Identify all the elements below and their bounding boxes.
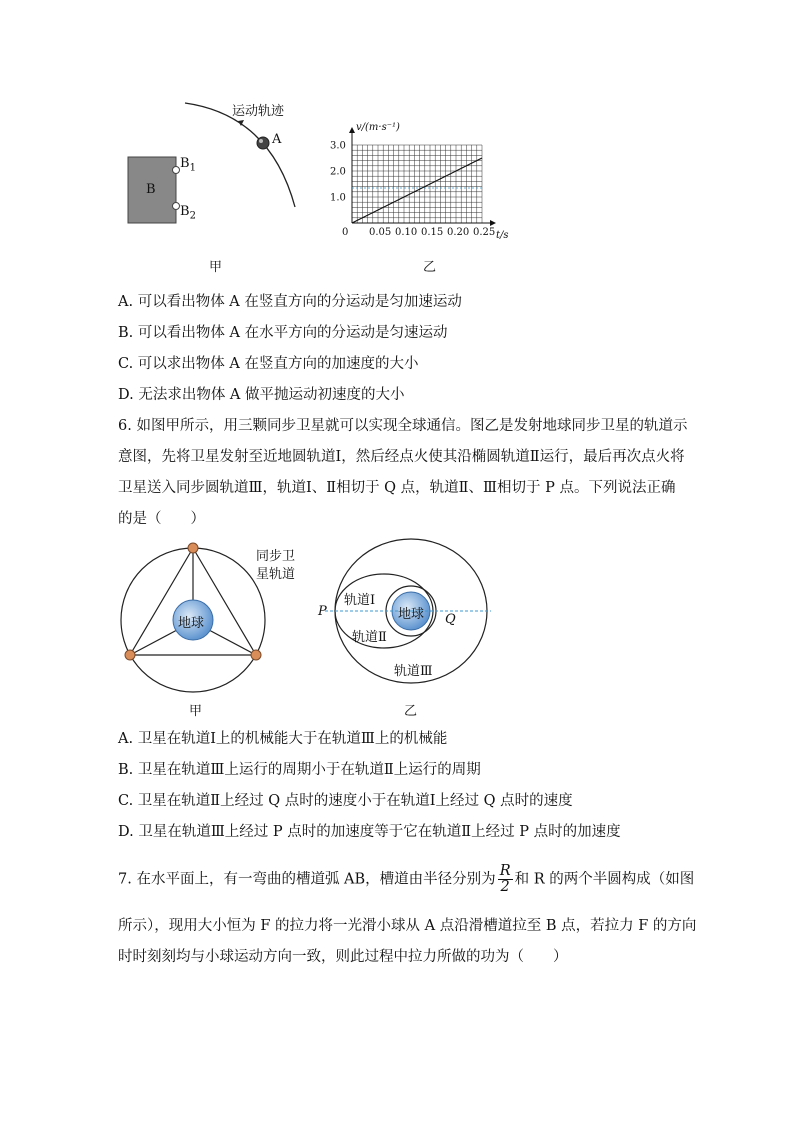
- x-tick-label: 0.15: [421, 227, 444, 238]
- figure-5-jia-caption: 甲: [209, 260, 223, 275]
- q7-line-3: 时时刻刻均与小球运动方向一致，则此过程中拉力所做的功为（ ）: [118, 949, 568, 965]
- x-tick-label: 0.10: [395, 227, 418, 238]
- r-over-2-fraction: $\frac{R}{2}$: [499, 863, 511, 895]
- q5-option-a: A. 可以看出物体 A 在竖直方向的分运动是匀加速运动: [118, 294, 462, 310]
- trajectory-diagram: [120, 95, 320, 235]
- q6-stem-line-2: 意图，先将卫星发射至近地圆轨道Ⅰ，然后经点火使其沿椭圆轨道Ⅱ运行，最后再次点火将: [118, 449, 685, 465]
- origin-label: 0: [342, 227, 349, 238]
- ball-a: [257, 137, 269, 149]
- satellite-left: [125, 650, 135, 660]
- q5-option-d: D. 无法求出物体 A 做平抛运动初速度的大小: [118, 387, 405, 403]
- chart-grid: [349, 127, 496, 226]
- b2-label: $B_2$: [180, 204, 196, 222]
- q7-line-2: 所示），现用大小恒为 F 的拉力将一光滑小球从 A 点沿滑槽道拉至 B 点，若拉力 F 的方向: [118, 918, 697, 934]
- orbit-2-label: 轨道Ⅱ: [352, 630, 387, 645]
- y-tick-label: 1.0: [330, 192, 346, 204]
- b1-label: $B_1$: [180, 156, 196, 174]
- earth-label-2: 地球: [398, 607, 425, 622]
- figure-6-jia-caption: 甲: [189, 704, 203, 719]
- x-axis-label: t/s: [496, 230, 509, 241]
- q5-option-c: C. 可以求出物体 A 在竖直方向的加速度的大小: [118, 356, 419, 372]
- x-tick-label: 0.20: [447, 227, 470, 238]
- point-a-label: A: [272, 132, 282, 147]
- q6-option-a: A. 卫星在轨道Ⅰ上的机械能大于在轨道Ⅲ上的机械能: [118, 731, 448, 747]
- vt-chart: [330, 115, 520, 245]
- q6-option-d: D. 卫星在轨道Ⅲ上经过 P 点时的加速度等于它在轨道Ⅱ上经过 P 点时的加速度: [118, 824, 621, 840]
- y-axis-label: v/(m·s⁻¹): [356, 122, 400, 133]
- point-p-label: P: [318, 604, 327, 619]
- trajectory-label: 运动轨迹: [232, 104, 285, 119]
- q6-stem-line-4: 的是（ ）: [118, 511, 205, 527]
- x-tick-label: 0.25: [473, 227, 496, 238]
- satellite-right: [251, 650, 261, 660]
- y-tick-label: 2.0: [330, 166, 346, 178]
- q6-stem-line-3: 卫星送入同步圆轨道Ⅲ，轨道Ⅰ、Ⅱ相切于 Q 点，轨道Ⅱ、Ⅲ相切于 P 点。下列说法正确: [118, 480, 676, 496]
- hole-b2: [173, 203, 180, 210]
- q6-option-b: B. 卫星在轨道Ⅲ上运行的周期小于在轨道Ⅱ上运行的周期: [118, 762, 481, 778]
- satellite-top: [188, 543, 198, 553]
- series-line: [352, 158, 482, 223]
- q6-option-c: C. 卫星在轨道Ⅱ上经过 Q 点时的速度小于在轨道Ⅰ上经过 Q 点时的速度: [118, 793, 573, 809]
- hole-b1: [173, 167, 180, 174]
- orbit-3-label: 轨道Ⅲ: [394, 664, 433, 679]
- sync-orbit-label-1: 同步卫: [256, 549, 296, 564]
- q5-option-b: B. 可以看出物体 A 在水平方向的分运动是匀速运动: [118, 325, 448, 341]
- block-b-label: B: [146, 182, 156, 197]
- sync-orbit-label-2: 星轨道: [256, 567, 296, 582]
- x-tick-label: 0.05: [369, 227, 392, 238]
- earth-label: 地球: [178, 616, 205, 631]
- y-tick-label: 3.0: [330, 140, 346, 152]
- q6-stem-line-1: 6. 如图甲所示，用三颗同步卫星就可以实现全球通信。图乙是发射地球同步卫星的轨道示: [118, 418, 688, 434]
- figure-5-yi-caption: 乙: [423, 260, 437, 275]
- orbit-1-label: 轨道Ⅰ: [344, 593, 376, 608]
- q7-line-1: 7. 在水平面上，有一弯曲的槽道弧 AB，槽道由半径分别为 $\frac{R}{2}$ 和 R 的两个半圆构成（如图: [118, 863, 695, 895]
- figure-6-yi-caption: 乙: [404, 704, 418, 719]
- point-q-label: Q: [445, 612, 456, 627]
